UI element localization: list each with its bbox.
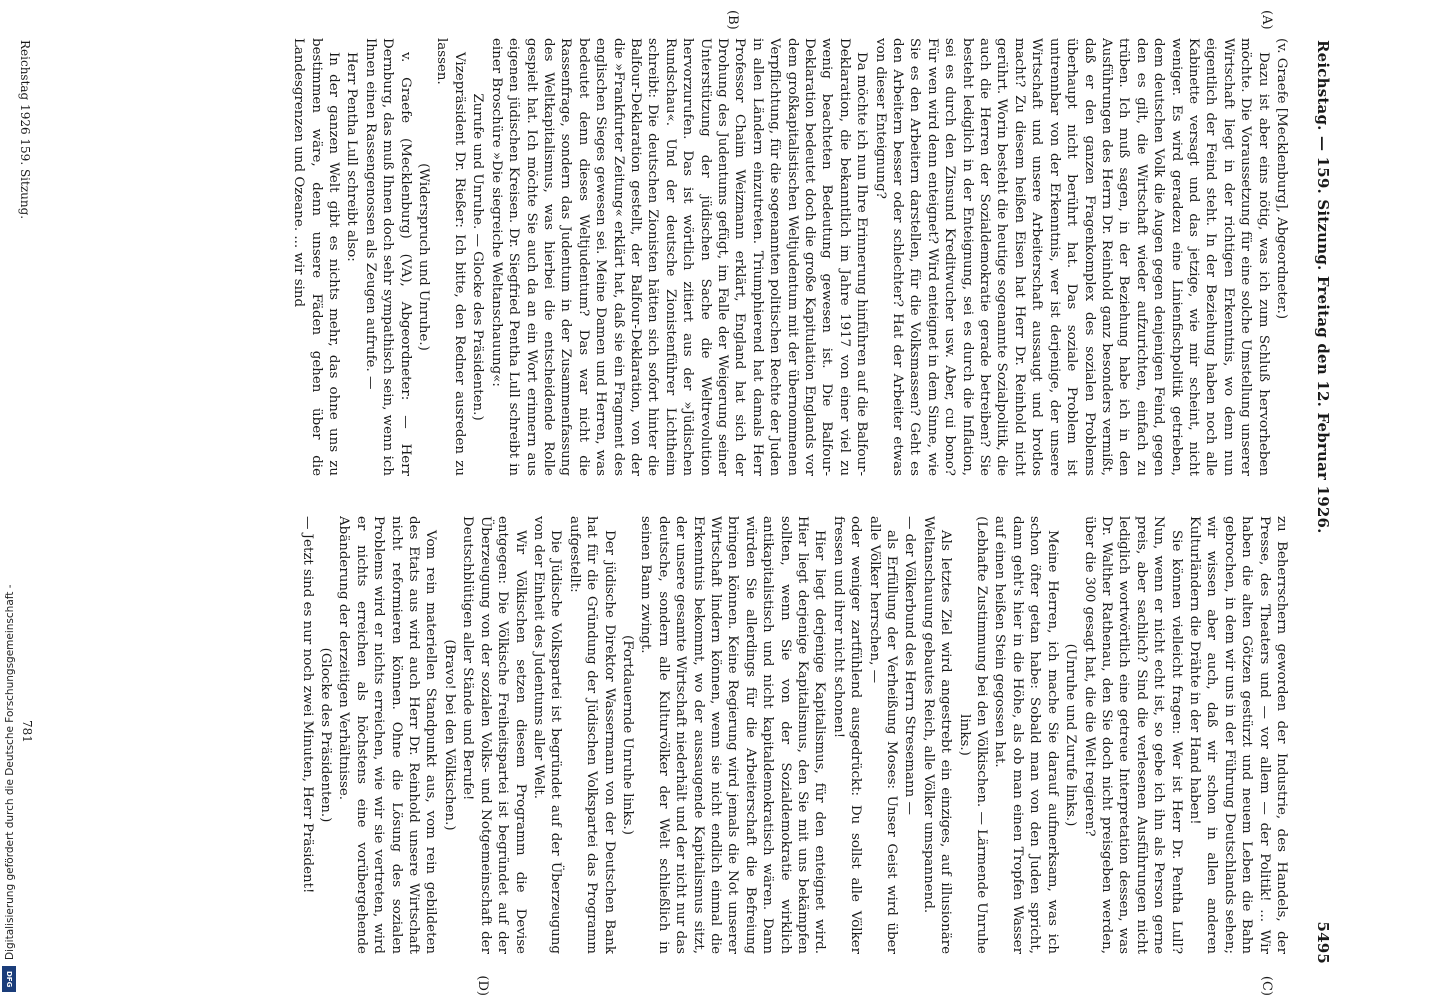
interjection: (Fortdauernde Unruhe links.) (619, 635, 635, 835)
margin-marker-c: (C) (1259, 975, 1274, 996)
quotation: Die Jüdische Volkspartei ist begründet auf der Überzeugung von der Einheit des Judentums aller Welt. (530, 516, 564, 954)
quotation: Als letztes Ziel wird angestrebt ein einziges, auf illusionäre Weltanschauung gebautes Reich, alle Völker umspannend. (920, 516, 954, 954)
paragraph: Vizepräsident Dr. Rießer: Ich bitte, den Redner ausreden zu lassen. (434, 38, 467, 476)
paragraph: Wir Völkischen setzen diesem Programm die Devise entgegen: Die Völkische Freiheitspartei ist begründet auf der Überzeugung von der sozialen Volks- und Notgemeinschaft der Deutschblütigen aller Stände und Berufe! (460, 516, 528, 954)
interjection: (Glocke des Präsidenten.) (318, 647, 334, 823)
paragraph: Da möchte ich nun Ihre Erinnerung hinführen auf die Balfour-Deklaration, die bekanntlich im Jahre 1917 von einer viel zu wenig beachteten Bedeutung gewesen ist. Die Balfour-Deklaration bedeutet doch die große Kapitulation Englands vor dem großkapitalistischen Weltjudentum mit der übernommenen Verpflichtung, für die sogenannten politischen Rechte der Juden in allen Ländern einzutreten. Triumphierend hat damals Herr Professor Chaim Weizmann erklärt, England hat sich der Drohung des Judentums gefügt, im Falle der Weigerung seiner Unterstützung der jüdischen Sache die Weltrevolution hervorzurufen. Das ist wörtlich zitiert aus der »Jüdischen Rundschau«. Und der deutsche Zionistenführer Lichtheim schreibt: Die deutschen Zionisten hätten sich sofort hinter die Balfour-Deklaration gestellt, der Balfour-Deklaration, von der die »Frankfurter Zeitung« erklärt hat, daß sie ein Fragment des englischen Sieges gewesen sei. Meine Damen und Herren, was bedeutet denn dieses Weltjudentum? Das war nicht die Rassenfrage, sondern das Judentum in der Zusammenfassung des Weltkapitalismus, was hierbei die entscheidende Rolle gespielt hat. Ich möchte Sie auch da an ein Wort erinnern aus eigenen jüdischen Kreisen. Dr. Siegfried Pentha Lull schreibt in einer Broschüre »Die siegreiche Weltanschauung«: (488, 38, 870, 476)
paragraph: Der jüdische Direktor Wassermann von der Deutschen Bank hat für die Gründung der Jüdischen Volkspartei das Programm aufgestellt: (566, 516, 617, 954)
quotation: zu Beherrschern geworden der Industrie, des Handels, der Presse, des Theaters und — vor allem — der Politik! ... Wir haben die alten Götzen gestürzt und neuem Leben die Bahn gebrochen, in dem wir uns in der Führung Deutschlands sehen; wir wissen aber auch, daß wir schon in allen anderen Kulturländern die Drähte in der Hand haben! (1186, 516, 1289, 954)
digitization-strip (0, 0, 22, 1000)
page-number-bottom: 781 (20, 720, 34, 743)
quotation: als Erfüllung der Verheißung Moses: Unser Geist wird über alle Völker herrschen, — (866, 516, 900, 954)
funding-note: Digitalisierung gefördert durch die Deutsche Forschungsgemeinschaft - (4, 584, 16, 960)
right-column (80, 516, 1290, 954)
paragraph: Meine Herren, ich mache Sie darauf aufmerksam, was ich schon öfter getan habe: Sobald man von den Juden spricht, dann geht's hier in die Höhe, als ob man einen Tropfen Wasser auf einen heißen Stein gegossen hat. (992, 516, 1060, 954)
paragraph: Sie können vielleicht fragen: Wer ist Herr Dr. Pentha Lull? Nun, wenn er nicht echt ist, so gebe ich ihn als Person gerne preis, aber sachlich? Sind die verlesenen Ausführungen nicht lediglich wortwörtlich eine getreue Interpretation dessen, was Dr. Walther Rathenau, den Sie doch nicht preisgeben werden, über die 300 gesagt hat, die die Welt regieren? (1081, 516, 1184, 954)
margin-marker-d: (D) (475, 975, 490, 996)
left-column (60, 38, 1290, 476)
margin-marker-b: (B) (725, 10, 740, 30)
dfg-logo: DFG (2, 966, 16, 992)
page-header: Reichstag. — 159. Sitzung. Freitag den 12. Februar 1926. (1314, 40, 1332, 534)
interjection: (Bravo! bei den Völkischen.) (441, 639, 457, 831)
page-number-top: 5495 (1314, 921, 1332, 964)
paragraph: oder weniger zartfühlend ausgedrückt: Du sollst alle Völker fressen und ihrer nicht schonen! (830, 516, 864, 954)
document-page (10, 0, 1370, 1000)
paragraph: Dazu ist aber eins nötig, was ich zum Schluß hervorheben möchte. Die Voraussetzung für eine solche Umstellung unserer Wirtschaft liegt in der richtigen Erkenntnis, wo denn nun eigentlich der Feind steht. In der Beziehung haben noch alle Kabinette versagt und das jetzige, wie mir scheint, nicht weniger. Es wird geradezu eine Linienfischpolitik getrieben, dem deutschen Volk die Augen gegen denjenigen Feind, gegen den es gilt, die Wirtschaft wieder aufzurichten, einfach zu trüben. Ich muß sagen, in der Beziehung habe ich in den Ausführungen des Herrn Dr. Reinhold ganz besonders vermißt, daß er den ganzen Fragenkomplex des sozialen Problems überhaupt nicht berührt hat. Das soziale Problem ist untrennbar von der Erkenntnis, wer ist derjenige, der unsere Wirtschaft und unsere Arbeiterschaft aussaugt und brotlos macht? Zu diesem heißen Eisen hat Herr Dr. Reinhold nicht gerührt. Worin besteht die heutige sogenannte Sozialpolitik, die auch die Herren der Sozialdemokratie gerade betreiben? Sie besteht lediglich in der Enteignung, sei es durch die Inflation, sei es durch den Zinsund Kreditwucher usw. Aber, cui bono? Für wen wird denn enteignet? Wird enteignet in dem Sinne, wie Sie es den Arbeitern darstellen, für die Volksmassen? Geht es den Arbeitern besser oder schlechter? Hat der Arbeiter etwas von dieser Enteignung? (872, 38, 1271, 476)
margin-marker-a: (A) (1259, 10, 1274, 30)
interjection: (Widerspruch und Unruhe.) (416, 163, 432, 351)
paragraph: Vom rein materiellen Standpunkt aus, vom rein gebildeten des Etats aus wird auch Herr Dr. Reinhold unsere Wirtschaft nicht reformieren können. Ohne die Lösung des sozialen Problems wird er nichts erreichen, wie wir sie vertreten, wird er nichts erreichen als höchstens eine vorübergehende Abänderung der derzeitigen Verhältnisse. (336, 516, 439, 954)
paragraph: (v. Graefe [Mecklenburg], Abgeordneter.) (1274, 38, 1289, 320)
interjection: (Lebhafte Zustimmung bei den Völkischen. — Lärmende Unruhe links.) (956, 516, 990, 954)
paragraph: — der Völkerbund des Herrn Stresemann — (902, 516, 918, 815)
paragraph: Hier liegt derjenige Kapitalismus, für den enteignet wird. Hier liegt derjenige Kapitalismus, den Sie mit uns bekämpfen sollten, wenn Sie von der Sozialdemokratie wirklich antikapitalistisch und nicht kapitaldemokratisch wären. Dann würden Sie allerdings für die Arbeiterschaft die Befreiung bringen können. Keine Regierung wird jemals die Not unserer Wirtschaft lindern können, wenn sie nicht endlich einmal die Erkenntnis bekommt, wo der aussaugende Kapitalismus sitzt, der unsere gesamte Wirtschaft niederhält und der nicht nur das deutsche, sondern alle Kulturvölker der Welt schließlich in seinen Bann zwingt. (638, 516, 828, 954)
interjection: (Unruhe und Zurufe links.) (1063, 643, 1079, 827)
paragraph: v. Graefe (Mecklenburg) (VA), Abgeordneter: — Herr Dernburg, das muß Ihnen doch sehr sympathisch sein, wenn ich Ihnen einen Rassengenossen als Zeugen aufrufe. — (362, 38, 413, 476)
interjection: Zurufe und Unruhe. — Glocke des Präsidenten.) (470, 93, 486, 421)
page-footer: Reichstag 1926 159. Sitzung. (18, 40, 32, 220)
quotation: In der ganzen Welt gibt es nichts mehr, das ohne uns zu bestimmen wäre, denn unsere Fäden gehen über die Landesgrenzen und Ozeane. ... wir sind (291, 38, 342, 476)
paragraph: — Jetzt sind es nur noch zwei Minuten, Herr Präsident! (299, 516, 315, 894)
paragraph: Herr Pentha Lull schreibt also: (344, 52, 360, 262)
